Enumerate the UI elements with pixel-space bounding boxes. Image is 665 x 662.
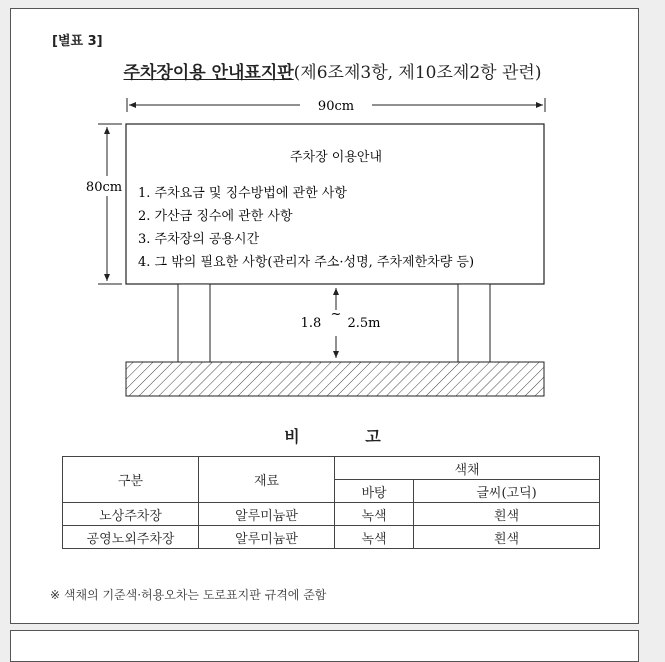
ground-hatch xyxy=(126,362,544,396)
row-material: 알루미늄판 xyxy=(199,503,335,526)
row-category: 노상주차장 xyxy=(63,503,199,526)
sign-item-1: 1. 주차요금 및 징수방법에 관한 사항 xyxy=(138,186,347,201)
header-material: 재료 xyxy=(199,457,335,503)
header-background: 바탕 xyxy=(335,480,414,503)
row-material: 알루미늄판 xyxy=(199,526,335,549)
table-row xyxy=(63,503,600,526)
header-text: 글씨(고딕) xyxy=(414,480,600,503)
title-main: 주차장이용 안내표지판 xyxy=(123,63,294,83)
header-color: 색채 xyxy=(335,457,600,480)
sign-heading: 주차장 이용안내 xyxy=(289,150,383,165)
row-text: 흰색 xyxy=(414,526,600,549)
sign-item-3: 3. 주차장의 공용시간 xyxy=(138,232,260,247)
width-dim-label: 90cm xyxy=(317,99,355,114)
title-sub: (제6조제3항, 제10조제2항 관련) xyxy=(293,63,542,83)
post-left xyxy=(178,284,210,362)
header-category: 구분 xyxy=(63,457,199,503)
post-right xyxy=(458,284,490,362)
row-text: 흰색 xyxy=(414,503,600,526)
height-dim-label: 80cm xyxy=(85,180,123,195)
table-row xyxy=(63,526,600,549)
post-height-tilde: ~ xyxy=(330,307,342,322)
sign-item-2: 2. 가산금 징수에 관한 사항 xyxy=(138,209,293,224)
post-height-min: 1.8 xyxy=(300,316,322,331)
sign-item-4: 4. 그 밖의 필요한 사항(관리자 주소·성명, 주차제한차량 등) xyxy=(138,255,475,270)
color-note: ※ 색채의 기준색·허용오차는 도로표지판 규격에 준함 xyxy=(50,588,327,602)
remarks-table xyxy=(62,456,600,549)
row-category: 공영노외주차장 xyxy=(63,526,199,549)
row-background: 녹색 xyxy=(335,526,414,549)
table-header-row xyxy=(63,457,600,480)
remarks-heading: 비 고 xyxy=(284,427,411,446)
post-height-max: 2.5m xyxy=(347,316,381,331)
next-document-page xyxy=(10,630,639,662)
row-background: 녹색 xyxy=(335,503,414,526)
appendix-label: [별표 3] xyxy=(52,34,103,49)
